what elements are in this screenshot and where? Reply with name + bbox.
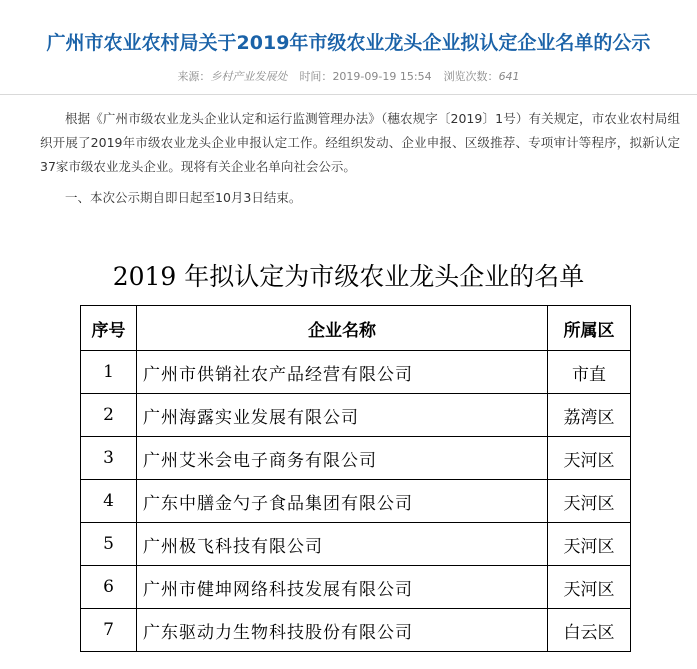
district: 天河区: [548, 566, 631, 609]
source-value: 乡村产业发展处: [210, 70, 288, 83]
district: 白云区: [548, 609, 631, 652]
district: 市直: [548, 351, 631, 394]
district: 天河区: [548, 437, 631, 480]
table-row: [81, 437, 631, 480]
header-company-name: 企业名称: [137, 306, 548, 351]
table-row: [81, 566, 631, 609]
table-header-row: [81, 306, 631, 351]
views-label: 浏览次数：: [443, 70, 499, 83]
row-number: 4: [81, 480, 137, 523]
company-name: 广东驱动力生物科技股份有限公司: [137, 609, 548, 652]
row-number: 2: [81, 394, 137, 437]
row-number: 6: [81, 566, 137, 609]
district: 天河区: [548, 480, 631, 523]
header-no: 序号: [81, 306, 137, 351]
company-name: 广州海露实业发展有限公司: [137, 394, 548, 437]
row-number: 1: [81, 351, 137, 394]
row-number: 5: [81, 523, 137, 566]
table-row: [81, 523, 631, 566]
company-name: 广东中膳金勺子食品集团有限公司: [137, 480, 548, 523]
row-number: 3: [81, 437, 137, 480]
header-district: 所属区: [548, 306, 631, 351]
intro-paragraph: 根据《广州市级农业龙头企业认定和运行监测管理办法》（穗农规字〔2019〕1号）有关规定，市农业农村局组织开展了2019年市级农业龙头企业申报认定工作。经组织发动、企业申报、区级推荐、专项审计等程序，拟新认定37家市级农业龙头企业。现将有关企业名单向社会公示。: [40, 111, 680, 174]
company-name: 广州市供销社农产品经营有限公司: [137, 351, 548, 394]
publicity-period-paragraph: 一、本次公示期自即日起至10月3日结束。: [65, 190, 302, 205]
time-value: 2019-09-19 15:54: [332, 70, 432, 83]
company-name: 广州市健坤网络科技发展有限公司: [137, 566, 548, 609]
time-label: 时间：: [299, 70, 333, 83]
district: 天河区: [548, 523, 631, 566]
table-row: [81, 351, 631, 394]
views-count: 641: [498, 70, 520, 83]
company-name: 广州极飞科技有限公司: [137, 523, 548, 566]
article-meta: [0, 68, 697, 84]
header-divider: [0, 94, 697, 95]
source-label: 来源：: [177, 70, 211, 83]
table-row: [81, 609, 631, 652]
row-number: 7: [81, 609, 137, 652]
company-table: [80, 305, 631, 652]
list-title: 2019 年拟认定为市级农业龙头企业的名单: [112, 262, 585, 291]
district: 荔湾区: [548, 394, 631, 437]
company-name: 广州艾米会电子商务有限公司: [137, 437, 548, 480]
article-title: 广州市农业农村局关于2019年市级农业龙头企业拟认定企业名单的公示: [46, 32, 651, 54]
table-row: [81, 480, 631, 523]
table-row: [81, 394, 631, 437]
